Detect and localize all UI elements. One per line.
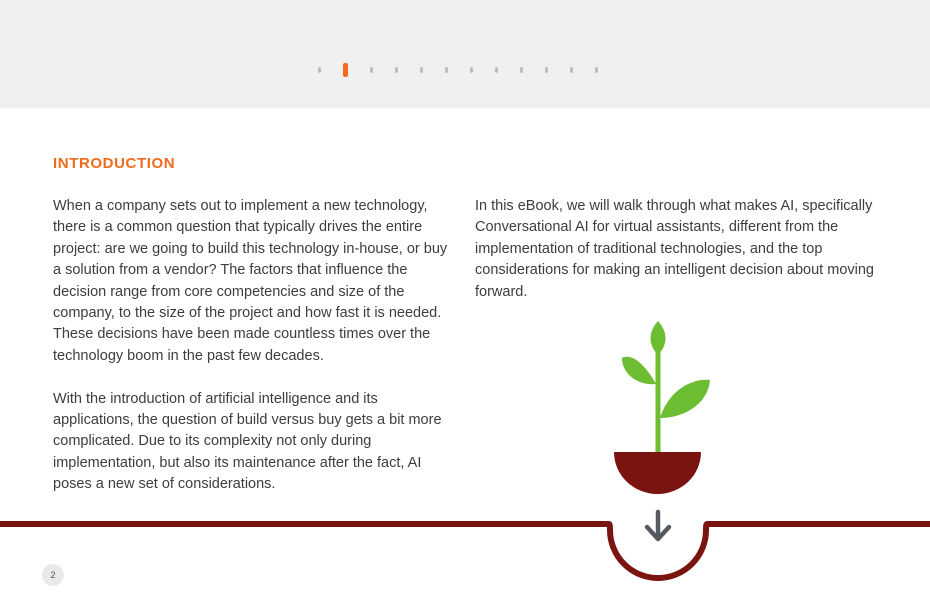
page-dot[interactable] (420, 67, 423, 73)
page-dot[interactable] (370, 67, 373, 73)
arrow-down-icon[interactable] (638, 506, 678, 546)
page-number-badge: 2 (42, 564, 64, 586)
page-dot[interactable] (470, 67, 473, 73)
right-column (475, 196, 877, 324)
footer-rule (0, 524, 930, 578)
page-dot[interactable] (595, 67, 598, 73)
page-dot[interactable] (570, 67, 573, 73)
left-column (53, 196, 449, 517)
page-dot-active[interactable] (343, 63, 348, 77)
page-dot[interactable] (545, 67, 548, 73)
page-dot[interactable] (520, 67, 523, 73)
section-title: INTRODUCTION (53, 155, 176, 172)
paragraph: When a company sets out to implement a new technology, there is a common question that typically drives the entire project: are we going to build this technology in-house, or buy a solution from a vendor? The factors that influence the decision range from core competencies and size of the company, to the size of the project and how fast it is needed. These decisions have been made countless times over the technology boom in the past few decades. (53, 198, 448, 364)
sprout-in-pot-icon (614, 321, 710, 494)
page-dot[interactable] (395, 67, 398, 73)
paragraph: In this eBook, we will walk through what makes AI, specifically Conversational AI for virtual assistants, different from the implementation of traditional technologies, and the top considerations for making an intelligent decision about moving forward. (475, 198, 874, 300)
top-band (0, 0, 930, 108)
page-dot[interactable] (495, 67, 498, 73)
page-indicator (318, 62, 598, 78)
page-dot[interactable] (318, 67, 321, 73)
paragraph: With the introduction of artificial intelligence and its applications, the question of build versus buy gets a bit more complicated. Due to its complexity not only during implementation, but also its maintenance after the fact, AI poses a new set of considerations. (53, 390, 442, 493)
page-dot[interactable] (445, 67, 448, 73)
